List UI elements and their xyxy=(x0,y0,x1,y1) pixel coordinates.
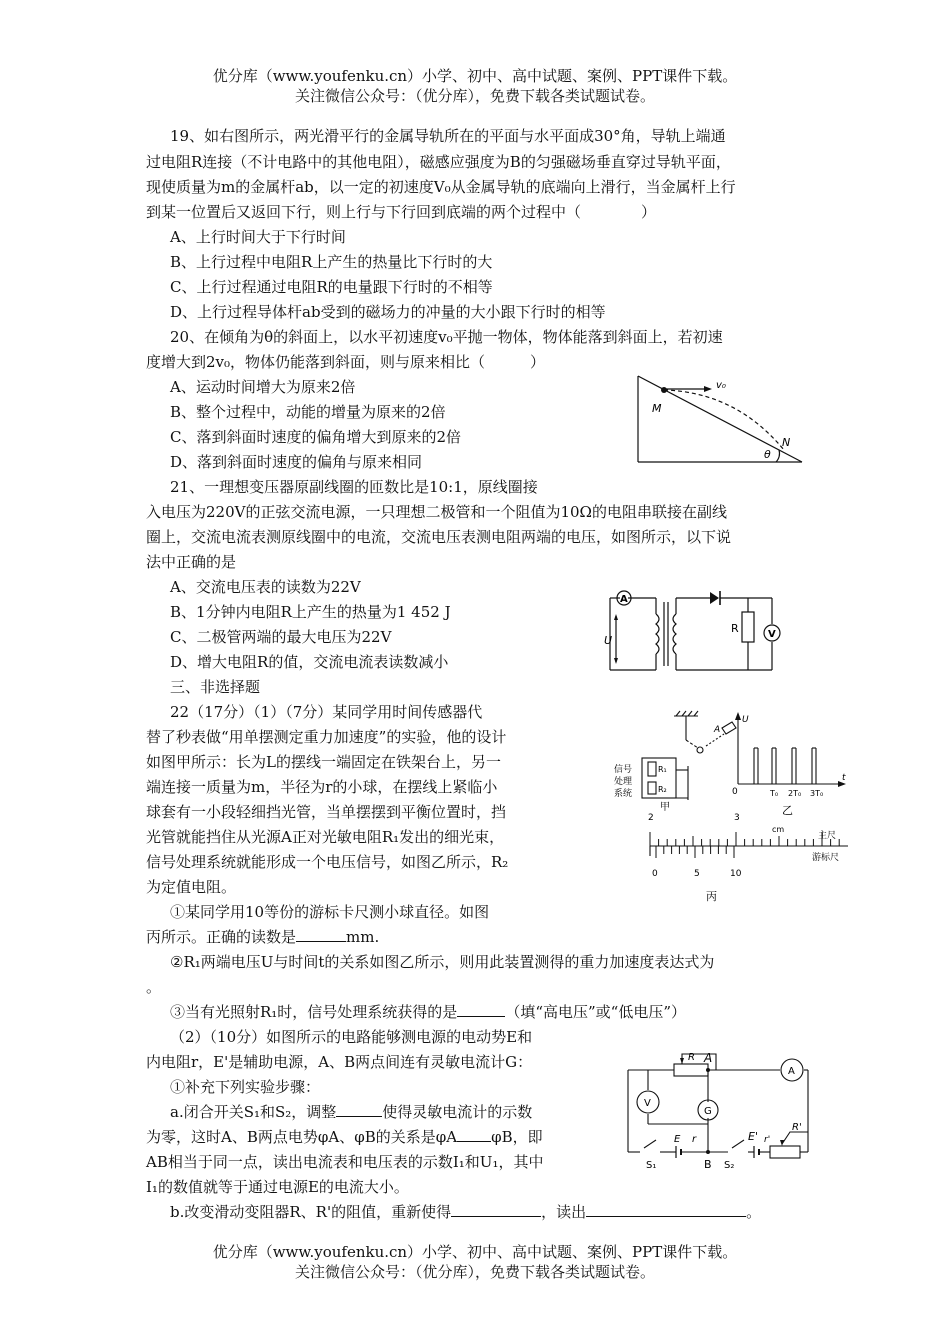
emf-measurement-circuit-figure xyxy=(620,1044,812,1176)
circuit-s1-label: S₁ xyxy=(646,1160,657,1171)
main-scale-label: 主尺 xyxy=(818,831,837,841)
circuit-e-label: E xyxy=(674,1134,681,1145)
q22-step3-prefix: ③当有光照射R₁时，信号处理系统获得的是 xyxy=(170,1003,458,1021)
incline-projectile-figure xyxy=(636,374,806,466)
fig20-n-label: N xyxy=(782,436,791,449)
fig-3t0-label: 3T₀ xyxy=(810,789,824,798)
q20-option-b: B、整个过程中，动能的增量为原来的2倍 xyxy=(170,403,446,421)
fig-r1-label: R₁ xyxy=(658,765,667,774)
circuit-galvanometer-label: G xyxy=(704,1106,712,1117)
q21-line3: 圈上，交流电流表测原线圈中的电流，交流电压表测电阻两端的电压，如图所示，以下说 xyxy=(146,528,732,546)
potential-relation-blank[interactable] xyxy=(457,1125,491,1142)
diameter-answer-blank[interactable] xyxy=(296,925,346,942)
q22-part2-step-title: ①补充下列实验步骤： xyxy=(170,1078,321,1096)
q22-step1-unit: mm. xyxy=(346,928,380,946)
q22-a-prefix: a.闭合开关S₁和S₂，调整 xyxy=(170,1103,337,1121)
q21-option-b: B、1分钟内电阻R上产生的热量为1 452 J xyxy=(170,603,451,621)
fig-signal-label-3: 系统 xyxy=(614,789,633,799)
q22-part2-b-line1 xyxy=(170,1200,830,1225)
q22-a2-suffix: φB，即 xyxy=(491,1128,543,1146)
page-footer-line1: 优分库（www.youfenku.cn）小学、初中、高中试题、案例、PPT课件下载。 xyxy=(212,1243,738,1261)
q21-line4: 法中正确的是 xyxy=(146,553,237,571)
q22-part2-line2: 内电阻r，E'是辅助电源，A、B两点间连有灵敏电流计G： xyxy=(146,1053,533,1071)
q21-option-a: A、交流电压表的读数为22V xyxy=(170,578,361,596)
vernier-0-label: 0 xyxy=(652,869,658,879)
main-scale-ticks xyxy=(650,832,839,846)
fig-signal-label-1: 信号 xyxy=(614,765,633,775)
fig-bing-label: 丙 xyxy=(706,890,717,903)
page-header-line1: 优分库（www.youfenku.cn）小学、初中、高中试题、案例、PPT课件下载。 xyxy=(212,67,738,85)
circuit-voltmeter-label: V xyxy=(644,1098,651,1109)
circuit-e-prime-label: E' xyxy=(748,1130,758,1143)
q22-part2-line1: （2）（10分）如图所示的电路能够测电源的电动势E和 xyxy=(170,1028,533,1046)
q22-line2: 替了秒表做“用单摆测定重力加速度”的实验，他的设计 xyxy=(146,728,507,746)
q19-line1: 19、如右图所示，两光滑平行的金属导轨所在的平面与水平面成30°角，导轨上端通 xyxy=(170,127,726,145)
fig20-theta-label: θ xyxy=(764,448,771,461)
vernier-5-label: 5 xyxy=(694,869,700,879)
circuit-r-prime-internal-label: r' xyxy=(764,1135,771,1145)
q22-line7: 信号处理系统就能形成一个电压信号，如图乙所示，R₂ xyxy=(146,853,509,871)
fig-t0-label: T₀ xyxy=(770,789,779,798)
q20-option-a: A、运动时间增大为原来2倍 xyxy=(170,378,356,396)
q21-line2: 入电压为220V的正弦交流电源，一只理想二极管和一个阻值为10Ω的电阻串联接在副线 xyxy=(146,503,727,521)
circuit-s2-label: S₂ xyxy=(724,1160,735,1171)
q21-line1: 21、一理想变压器原副线圈的匝数比是10:1，原线圈接 xyxy=(170,478,538,496)
adjust-answer-blank[interactable] xyxy=(336,1100,382,1117)
condition-answer-blank[interactable] xyxy=(451,1200,541,1217)
fig-origin-label: 0 xyxy=(732,787,738,797)
q22-line4: 端连接一质量为m，半径为r的小球，在摆线上紧临小 xyxy=(146,778,498,796)
q22-line6: 光管就能挡住从光源A正对光敏电阻R₁发出的细光束， xyxy=(146,828,505,846)
q22-step2-line2: 。 xyxy=(146,978,162,996)
circuit-r-label: R xyxy=(688,1052,695,1063)
pendulum-experiment-figure xyxy=(612,710,848,903)
q22-step3 xyxy=(170,1000,830,1025)
voltage-answer-blank[interactable] xyxy=(457,1000,505,1017)
cm-label: cm xyxy=(772,825,785,834)
q20-option-d: D、落到斜面时速度的偏角与原来相同 xyxy=(170,453,423,471)
fig-t-axis-label: t xyxy=(842,773,846,783)
q22-step1-line2 xyxy=(146,925,806,950)
circuit-point-a-label: A xyxy=(704,1051,713,1065)
circuit-r-prime-label: R' xyxy=(792,1122,802,1133)
q22-line3: 如图甲所示：长为L的摆线一端固定在铁架台上，另一 xyxy=(146,753,501,771)
q22-step1-line1: ①某同学用10等份的游标卡尺测小球直径。如图 xyxy=(170,903,490,921)
circuit-r-internal-label: r xyxy=(692,1134,697,1145)
page-footer-line2: 关注微信公众号：（优分库），免费下载各类试题试卷。 xyxy=(294,1263,655,1281)
q19-option-b: B、上行过程中电阻R上产生的热量比下行时的大 xyxy=(170,253,493,271)
q20-line2: 度增大到2v₀，物体仍能落到斜面，则与原来相比（ ） xyxy=(146,353,546,371)
q19-option-c: C、上行过程通过电阻R的电量跟下行时的不相等 xyxy=(170,278,493,296)
q19-option-a: A、上行时间大于下行时间 xyxy=(170,228,346,246)
reading-answer-blank[interactable] xyxy=(586,1200,746,1217)
fig-yi-label: 乙 xyxy=(782,804,793,817)
q20-line1: 20、在倾角为θ的斜面上，以水平初速度v₀平抛一物体，物体能落到斜面上，若初速 xyxy=(170,328,723,346)
q22-a2-prefix: 为零，这时A、B两点电势φA、φB的关系是φA xyxy=(146,1128,458,1146)
fig-u-axis-label: U xyxy=(742,715,749,725)
vernier-scale-label: 游标尺 xyxy=(812,853,840,863)
main-scale-2-label: 2 xyxy=(648,813,654,823)
fig21-r-label: R xyxy=(731,622,739,635)
q22-line5: 球套有一小段轻细挡光管，当单摆摆到平衡位置时，挡 xyxy=(146,803,507,821)
transformer-circuit-figure xyxy=(606,584,782,674)
page-header-line2: 关注微信公众号：（优分库），免费下载各类试题试卷。 xyxy=(294,87,655,105)
fig-jia-label: 甲 xyxy=(660,802,670,813)
q22-a-suffix: 使得灵敏电流计的示数 xyxy=(382,1103,533,1121)
fig-2t0-label: 2T₀ xyxy=(788,789,802,798)
fig21-ammeter-label: A xyxy=(620,594,628,605)
q22-step1-prefix: 丙所示。正确的读数是 xyxy=(146,928,297,946)
q19-option-d: D、上行过程导体杆ab受到的磁场力的冲量的大小跟下行时的相等 xyxy=(170,303,606,321)
q19-line3: 现使质量为m的金属杆ab，以一定的初速度V₀从金属导轨的底端向上滑行，当金属杆上行 xyxy=(146,178,736,196)
q21-option-d: D、增大电阻R的值，交流电流表读数减小 xyxy=(170,653,449,671)
section-three-title: 三、非选择题 xyxy=(170,678,261,696)
q19-line2: 过电阻R连接（不计电路中的其他电阻），磁感应强度为B的匀强磁场垂直穿过导轨平面， xyxy=(146,153,731,171)
q22-line8: 为定值电阻。 xyxy=(146,878,237,896)
q22-line1: 22（17分）（1）（7分）某同学用时间传感器代 xyxy=(170,703,483,721)
q22-b-suffix: 。 xyxy=(746,1203,762,1221)
vernier-10-label: 10 xyxy=(730,869,742,879)
fig-a-label: A xyxy=(714,725,721,735)
q22-step2-line1: ②R₁两端电压U与时间t的关系如图乙所示，则用此装置测得的重力加速度表达式为 xyxy=(170,953,715,971)
q20-option-c: C、落到斜面时速度的偏角增大到原来的2倍 xyxy=(170,428,462,446)
fig-r2-label: R₂ xyxy=(658,785,667,794)
q22-b-prefix: b.改变滑动变阻器R、R'的阻值，重新使得 xyxy=(170,1203,452,1221)
fig21-u-label: U xyxy=(604,634,613,647)
fig-signal-label-2: 处理 xyxy=(614,777,633,787)
circuit-b-label: B xyxy=(704,1158,712,1171)
q19-line4: 到某一位置后又返回下行，则上行与下行回到底端的两个过程中（ ） xyxy=(146,203,657,221)
main-scale-3-label: 3 xyxy=(734,813,740,823)
vernier-scale-ticks xyxy=(656,846,734,858)
fig21-voltmeter-label: V xyxy=(768,629,776,640)
q22-part2-a-line3: AB相当于同一点，读出电流表和电压表的示数I₁和U₁，其中 xyxy=(146,1153,544,1171)
circuit-ammeter-label: A xyxy=(788,1066,795,1077)
fig20-v0-label: v₀ xyxy=(716,380,726,391)
q21-option-c: C、二极管两端的最大电压为22V xyxy=(170,628,392,646)
fig20-m-label: M xyxy=(652,402,662,415)
q22-part2-a-line4: I₁的数值就等于通过电源E的电流大小。 xyxy=(146,1178,409,1196)
q22-step3-suffix: （填“高电压”或“低电压”） xyxy=(505,1003,686,1021)
q22-b-middle: ，读出 xyxy=(541,1203,587,1221)
